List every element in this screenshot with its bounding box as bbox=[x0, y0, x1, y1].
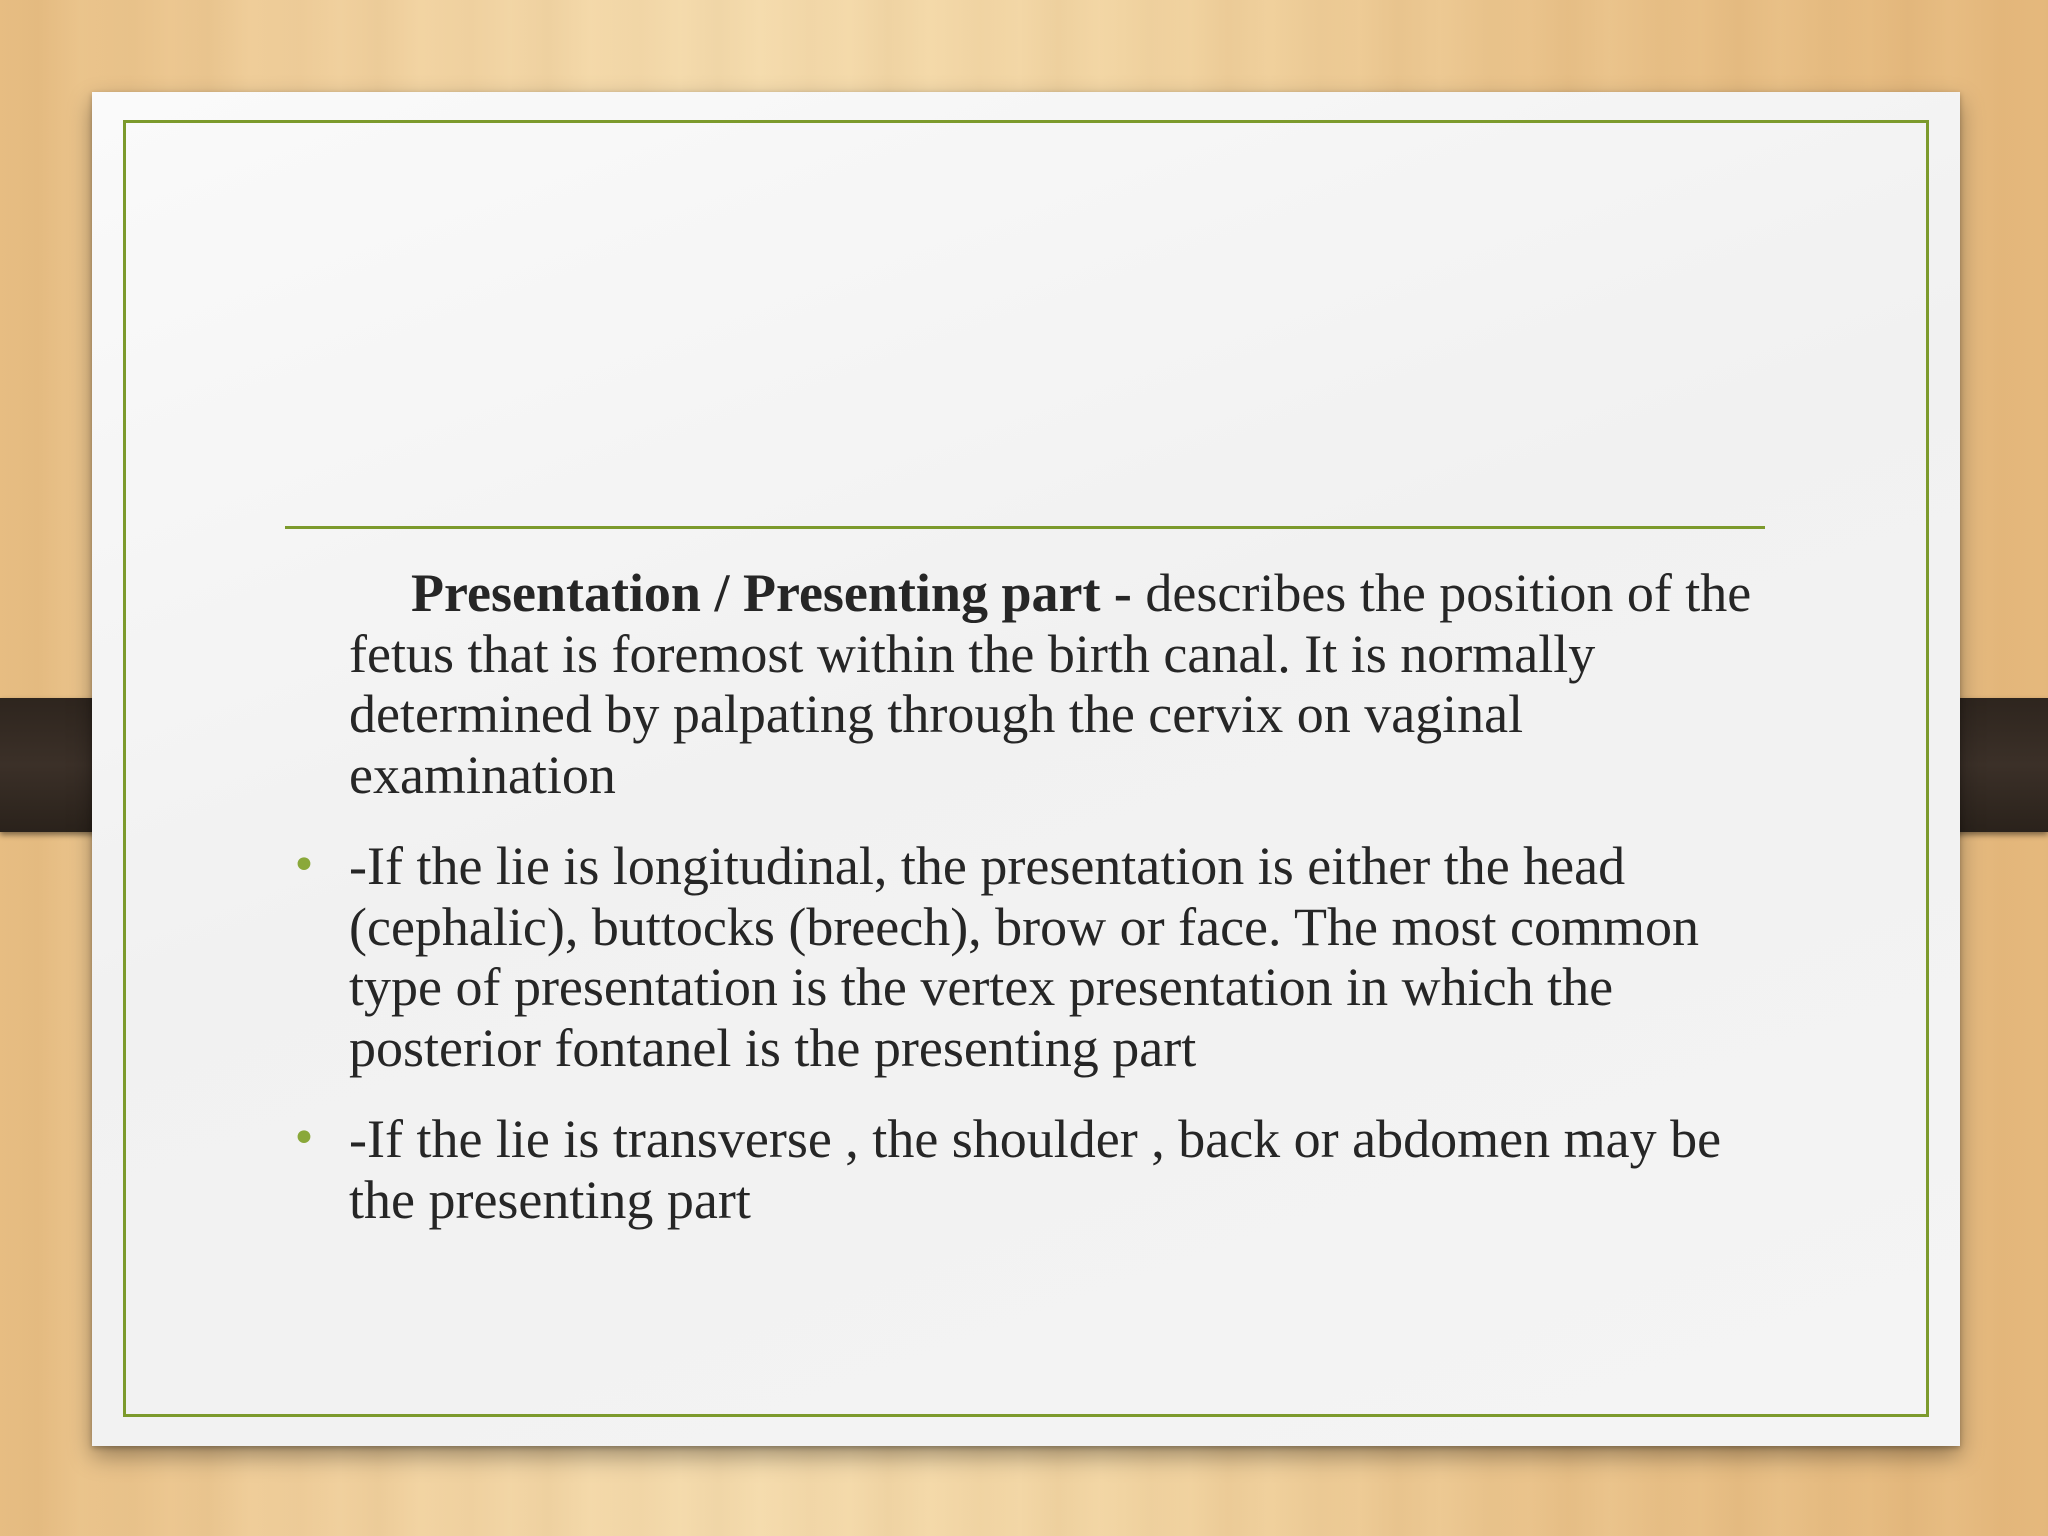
bullet-text: -If the lie is longitudinal, the presentation is either the head (cephalic), buttocks (breech), brow or face. The most common type of presentation is the vertex presentation in which the posterior fontanel is the presenting part bbox=[349, 836, 1699, 1078]
intro-paragraph bbox=[256, 563, 1796, 805]
bullet-item-transverse bbox=[256, 1109, 1796, 1230]
slide-body bbox=[256, 563, 1796, 1230]
bullet-dot-icon: • bbox=[291, 1113, 317, 1164]
bullet-item-longitudinal bbox=[256, 836, 1796, 1078]
bullet-text: -If the lie is transverse , the shoulder , back or abdomen may be the presenting part bbox=[349, 1109, 1722, 1230]
title-divider bbox=[285, 526, 1765, 529]
intro-term: Presentation / Presenting part - bbox=[411, 563, 1132, 623]
bullet-dot-icon: • bbox=[291, 840, 317, 891]
intro-text: describes the position of the fetus that is foremost within the birth canal. It is normally determined by palpating through the cervix on vaginal examination bbox=[349, 563, 1752, 805]
